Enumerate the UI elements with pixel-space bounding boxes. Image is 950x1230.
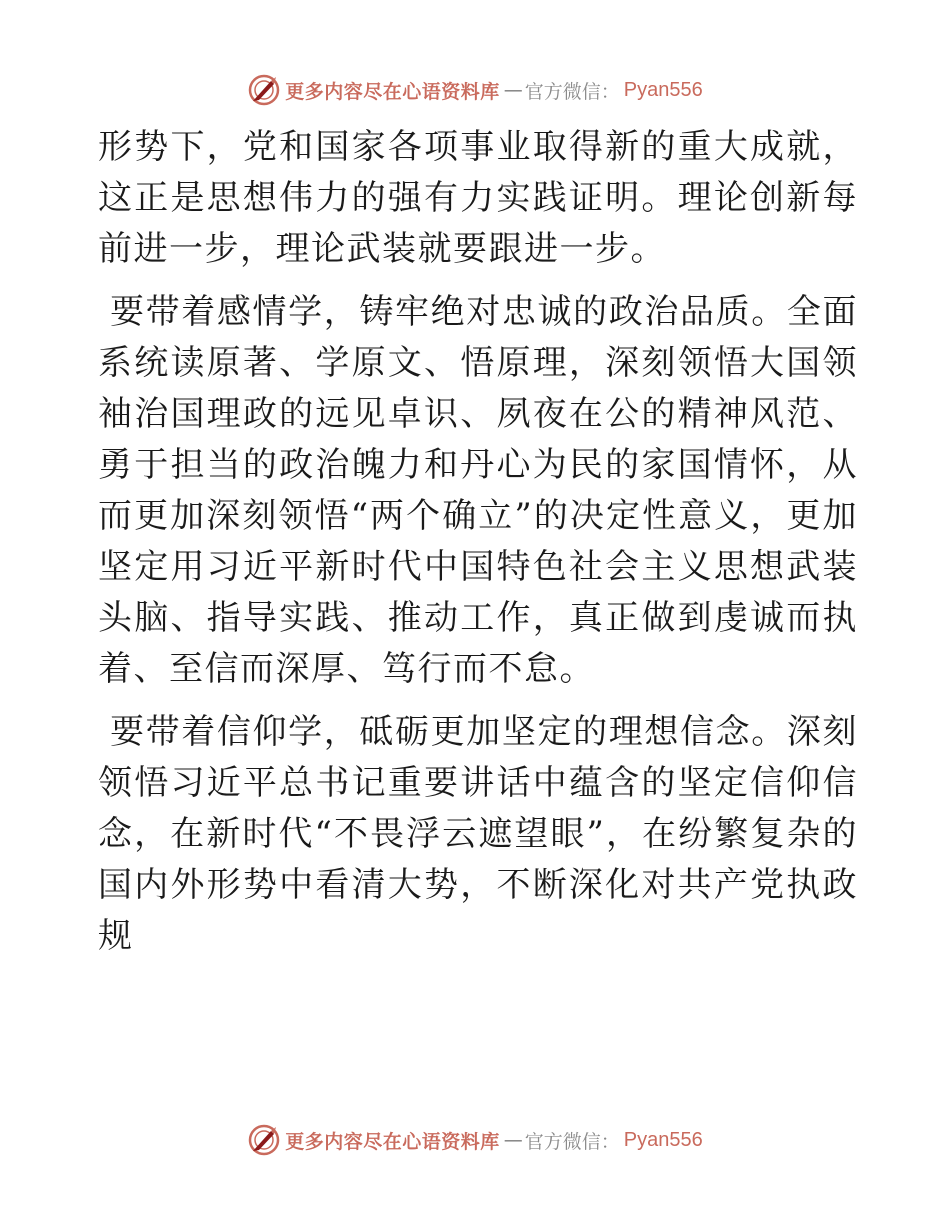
footer-banner [0,1120,950,1160]
footer-brand-text: 更多内容尽在心语资料库 [285,1130,500,1153]
feather-quill-logo-icon [247,73,281,107]
footer-wechat-label: 官方微信： [524,1130,620,1153]
header-brand-text: 更多内容尽在心语资料库 [285,80,500,103]
footer-dash: — [503,1129,521,1151]
paragraph-2: 要带着感情学，铸牢绝对忠诚的政治品质。全面系统读原著、学原文、悟原理，深刻领悟大国领袖治国理政的远见卓识、夙夜在公的精神风范、勇于担当的政治魄力和丹心为民的家国情怀，从而更加深刻领悟“两个确立”的决定性意义，更加坚定用习近平新时代中国特色社会主义思想武装头脑、指导实践、推动工作，真正做到虔诚而执着、至信而深厚、笃行而不怠。 [98,292,858,689]
paragraph-1: 形势下，党和国家各项事业取得新的重大成就，这正是思想伟力的强有力实践证明。理论创新每前进一步，理论武装就要跟进一步。 [98,127,858,269]
document-body [98,122,858,974]
footer-wechat-id: Pyan556 [623,1128,703,1151]
header-banner [0,70,950,110]
feather-quill-logo-icon [247,1123,281,1157]
header-wechat-id: Pyan556 [623,78,703,101]
header-wechat-label: 官方微信： [524,80,620,103]
header-dash: — [503,79,521,101]
paragraph-3: 要带着信仰学，砥砺更加坚定的理想信念。深刻领悟习近平总书记重要讲话中蕴含的坚定信仰信念，在新时代“不畏浮云遮望眼”，在纷繁复杂的国内外形势中看清大势，不断深化对共产党执政规 [98,712,858,956]
